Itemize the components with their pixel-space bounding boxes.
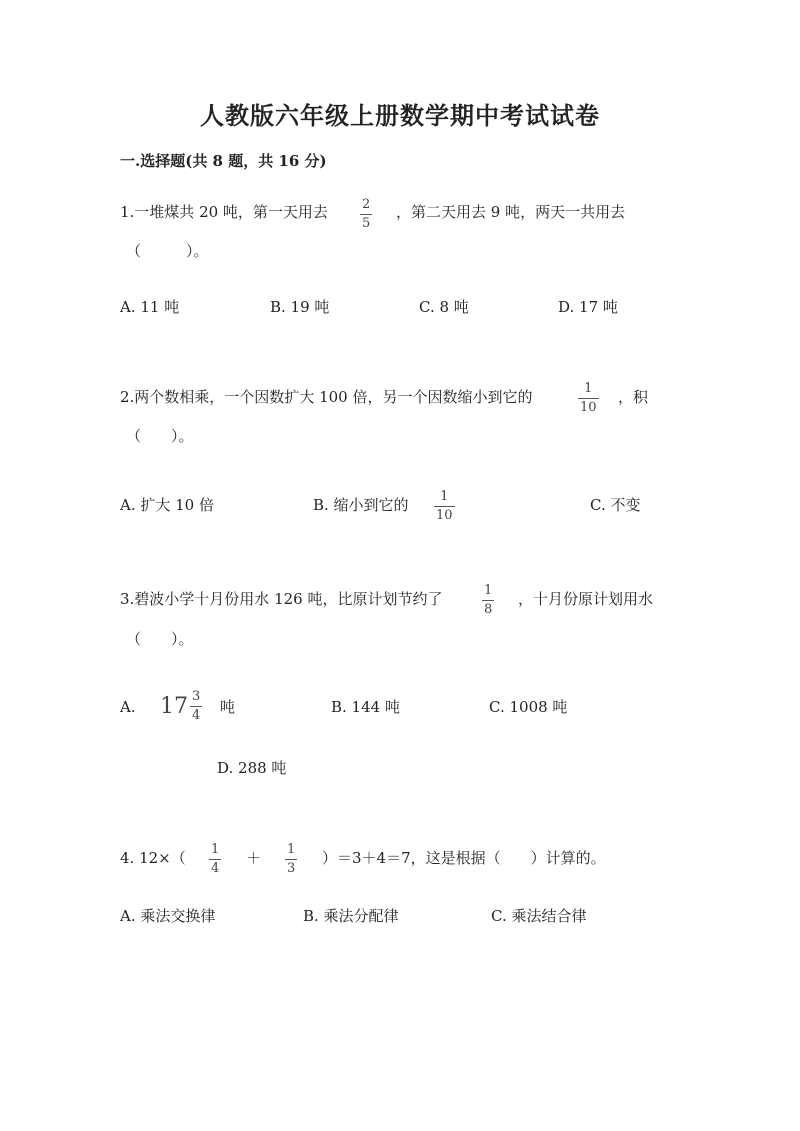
q3-mixed-bar	[190, 706, 202, 707]
q3-option-b[interactable]: B. 144 吨	[331, 698, 400, 716]
q4-fraction-1-bar	[209, 859, 221, 860]
q3-option-d[interactable]: D. 288 吨	[217, 759, 287, 777]
q4-fraction-2-bar	[285, 859, 297, 860]
q2-option-b[interactable]: B. 缩小到它的	[313, 496, 409, 514]
q1-fraction-denominator: 5	[362, 216, 371, 231]
q4-option-c[interactable]: C. 乘法结合律	[491, 907, 587, 925]
q2-fraction-denominator: 10	[580, 400, 597, 415]
q4-fraction-2	[285, 843, 297, 876]
q3-fraction	[482, 584, 494, 617]
q4-text-part2: ）＝3＋4＝7，这是根据（ ）计算的。	[322, 849, 606, 867]
section-heading: 一.选择题(共 8 题，共 16 分)	[120, 152, 327, 170]
q4-text-part1: 4. 12×（	[120, 849, 186, 867]
q3-fraction-denominator: 8	[484, 602, 493, 617]
q1-answer-blank: （ ）。	[126, 242, 209, 260]
q3-text-part1: 3.碧波小学十月份用水 126 吨，比原计划节约了	[120, 590, 443, 608]
q4-option-b[interactable]: B. 乘法分配律	[303, 907, 399, 925]
q4-fraction-1-denominator: 4	[211, 861, 220, 876]
q1-text-part1: 1.一堆煤共 20 吨，第一天用去	[120, 203, 328, 221]
q3-fraction-bar	[482, 600, 494, 601]
q3-mixed-fraction	[190, 690, 202, 723]
page-title: 人教版六年级上册数学期中考试试卷	[200, 101, 600, 130]
q2-text-part2: ，积	[618, 388, 649, 406]
q1-option-d[interactable]: D. 17 吨	[558, 298, 618, 316]
q3-option-a-mixed-number	[160, 690, 202, 723]
q1-option-c[interactable]: C. 8 吨	[419, 298, 469, 316]
q2-option-fraction-denominator: 10	[436, 508, 453, 523]
q3-option-a-unit: 吨	[220, 698, 236, 716]
q4-plus-sign: ＋	[246, 849, 262, 867]
q3-mixed-whole: 17	[160, 694, 188, 719]
q3-text-part2: ，十月份原计划用水	[518, 590, 654, 608]
q4-fraction-1	[209, 843, 221, 876]
q3-fraction-numerator: 1	[484, 583, 493, 598]
q4-fraction-2-numerator: 1	[287, 842, 296, 857]
q2-option-fraction-numerator: 1	[440, 489, 449, 504]
q1-text-part2: ，第二天用去 9 吨，两天一共用去	[396, 203, 626, 221]
q1-option-b[interactable]: B. 19 吨	[270, 298, 330, 316]
q4-fraction-2-denominator: 3	[287, 861, 296, 876]
q2-option-fraction-bar	[434, 506, 455, 507]
q2-option-b-fraction	[434, 490, 455, 523]
q2-fraction-bar	[578, 398, 599, 399]
q3-option-c[interactable]: C. 1008 吨	[489, 698, 568, 716]
q2-answer-blank: （ ）。	[126, 427, 194, 445]
q2-fraction-numerator: 1	[584, 381, 593, 396]
q4-fraction-1-numerator: 1	[211, 842, 220, 857]
q3-mixed-numerator: 3	[192, 689, 201, 704]
q2-text-part1: 2.两个数相乘，一个因数扩大 100 倍，另一个因数缩小到它的	[120, 388, 533, 406]
q1-fraction-bar	[360, 214, 372, 215]
q2-option-c[interactable]: C. 不变	[590, 496, 641, 514]
q2-fraction	[578, 382, 599, 415]
q2-option-a[interactable]: A. 扩大 10 倍	[120, 496, 214, 514]
q4-option-a[interactable]: A. 乘法交换律	[120, 907, 216, 925]
q3-mixed-denominator: 4	[192, 708, 201, 723]
q1-fraction-numerator: 2	[362, 197, 371, 212]
q1-option-a[interactable]: A. 11 吨	[120, 298, 180, 316]
q3-option-a-label[interactable]: A.	[120, 698, 136, 716]
q3-answer-blank: （ ）。	[126, 630, 194, 648]
q1-fraction	[360, 198, 372, 231]
